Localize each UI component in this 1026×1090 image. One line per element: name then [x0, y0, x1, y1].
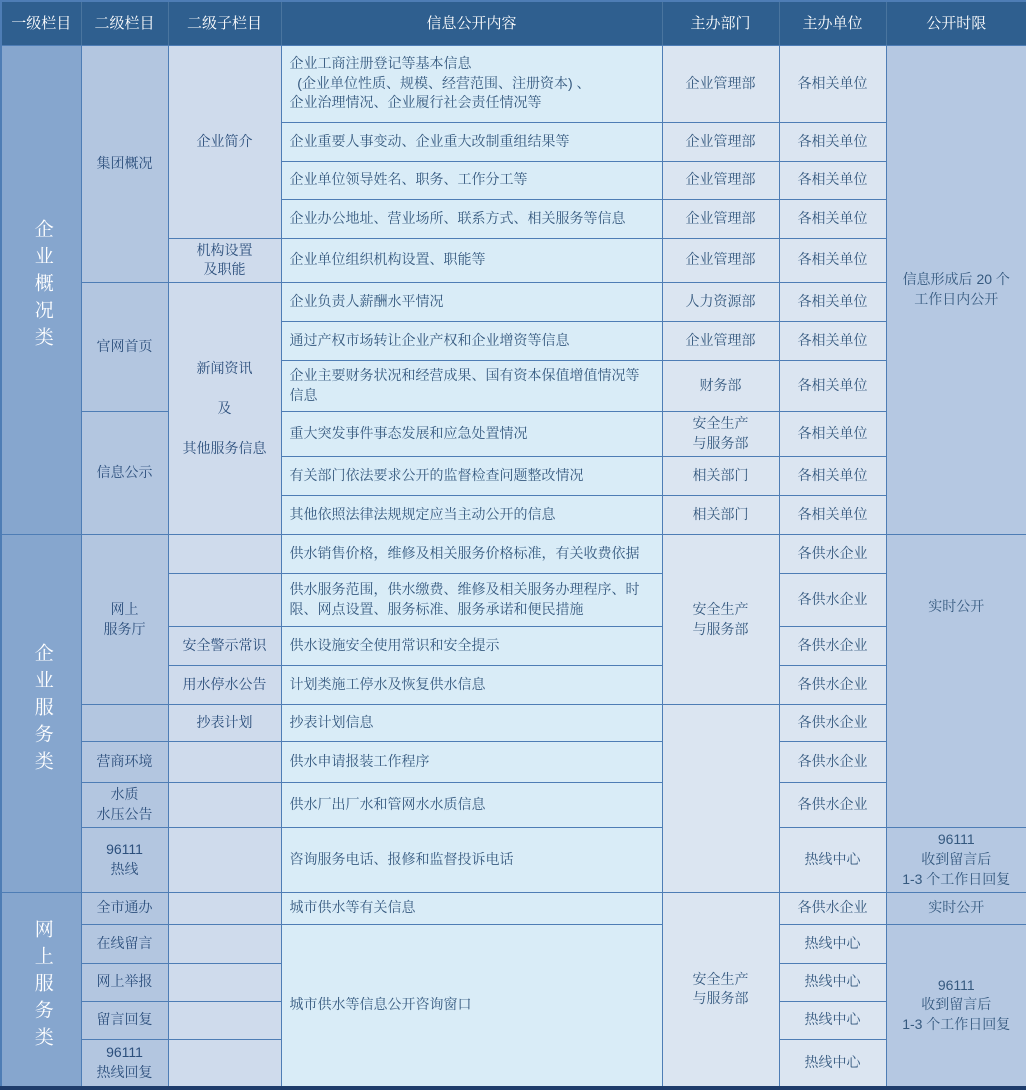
level3-cell: 抄表计划 [168, 705, 281, 742]
content-cell: 企业主要财务状况和经营成果、国有资本保值增值情况等 信息 [281, 361, 662, 412]
level3-cell [168, 963, 281, 1001]
level2-cell: 96111 热线回复 [81, 1039, 168, 1088]
unit-cell: 热线中心 [779, 963, 886, 1001]
content-cell: 供水申请报装工作程序 [281, 742, 662, 783]
level2-cell: 在线留言 [81, 924, 168, 963]
dept-cell: 安全生产 与服务部 [662, 412, 779, 457]
level3-cell [168, 742, 281, 783]
unit-cell: 各相关单位 [779, 122, 886, 161]
content-cell: 咨询服务电话、报修和监督投诉电话 [281, 828, 662, 893]
unit-cell: 各相关单位 [779, 45, 886, 122]
unit-cell: 各供水企业 [779, 892, 886, 924]
level2-cell: 96111 热线 [81, 828, 168, 893]
table-row [1, 705, 1026, 742]
unit-cell: 各供水企业 [779, 535, 886, 574]
unit-cell: 各相关单位 [779, 161, 886, 199]
content-cell: 通过产权市场转让企业产权和企业增资等信息 [281, 322, 662, 361]
unit-cell: 各供水企业 [779, 742, 886, 783]
level2-cell: 集团概况 [81, 45, 168, 283]
unit-cell: 热线中心 [779, 828, 886, 893]
content-cell: 抄表计划信息 [281, 705, 662, 742]
table-row [1, 828, 1026, 893]
content-cell: 企业单位组织机构设置、职能等 [281, 238, 662, 283]
level3-cell [168, 924, 281, 963]
unit-cell: 各相关单位 [779, 199, 886, 238]
level3-cell: 机构设置 及职能 [168, 238, 281, 283]
unit-cell: 各供水企业 [779, 627, 886, 666]
section-label: 网上服务类 [31, 918, 53, 1054]
deadline-cell: 实时公开 [886, 535, 1026, 828]
content-cell: 供水设施安全使用常识和安全提示 [281, 627, 662, 666]
section-label: 企业概况类 [31, 219, 53, 355]
dept-cell [662, 705, 779, 892]
content-cell: 企业单位领导姓名、职务、工作分工等 [281, 161, 662, 199]
content-cell: 城市供水等信息公开咨询窗口 [281, 924, 662, 1088]
level2-cell: 水质 水压公告 [81, 783, 168, 828]
level3-cell: 安全警示常识 [168, 627, 281, 666]
level2-cell [81, 705, 168, 742]
level2-cell: 营商环境 [81, 742, 168, 783]
deadline-cell: 96111 收到留言后 1-3 个工作日回复 [886, 924, 1026, 1088]
dept-cell: 安全生产 与服务部 [662, 892, 779, 1088]
level2-cell: 全市通办 [81, 892, 168, 924]
level2-cell: 留言回复 [81, 1001, 168, 1039]
level3-cell [168, 892, 281, 924]
section-label-cell [1, 45, 81, 535]
content-cell: 城市供水等有关信息 [281, 892, 662, 924]
unit-cell: 各相关单位 [779, 412, 886, 457]
level3-cell [168, 1001, 281, 1039]
header-row [1, 1, 1026, 45]
dept-cell: 企业管理部 [662, 161, 779, 199]
content-cell: 企业负责人薪酬水平情况 [281, 283, 662, 322]
level3-cell [168, 828, 281, 893]
unit-cell: 各相关单位 [779, 457, 886, 496]
content-cell: 企业工商注册登记等基本信息 (企业单位性质、规模、经营范围、注册资本) 、 企业治理情况、企业履行社会责任情况等 [281, 45, 662, 122]
table-row [1, 283, 1026, 322]
content-cell: 重大突发事件事态发展和应急处置情况 [281, 412, 662, 457]
header-level2: 二级栏目 [81, 1, 168, 45]
unit-cell: 各相关单位 [779, 496, 886, 535]
section-label-cell [1, 892, 81, 1088]
unit-cell: 各供水企业 [779, 666, 886, 705]
content-cell: 有关部门依法要求公开的监督检查问题整改情况 [281, 457, 662, 496]
unit-cell: 各供水企业 [779, 574, 886, 627]
table-row [1, 924, 1026, 963]
unit-cell: 热线中心 [779, 1001, 886, 1039]
table-row [1, 45, 1026, 122]
dept-cell: 相关部门 [662, 496, 779, 535]
dept-cell: 企业管理部 [662, 45, 779, 122]
header-content: 信息公开内容 [281, 1, 662, 45]
dept-cell: 财务部 [662, 361, 779, 412]
content-cell: 供水服务范围，供水缴费、维修及相关服务办理程序、时 限、网点设置、服务标准、服务承诺和便民措施 [281, 574, 662, 627]
level2-cell: 网上举报 [81, 963, 168, 1001]
header-unit: 主办单位 [779, 1, 886, 45]
dept-cell: 企业管理部 [662, 322, 779, 361]
level3-cell [168, 574, 281, 627]
dept-cell: 企业管理部 [662, 199, 779, 238]
content-cell: 企业办公地址、营业场所、联系方式、相关服务等信息 [281, 199, 662, 238]
unit-cell: 各相关单位 [779, 361, 886, 412]
unit-cell: 热线中心 [779, 924, 886, 963]
deadline-cell: 实时公开 [886, 892, 1026, 924]
level2-cell: 网上 服务厅 [81, 535, 168, 705]
header-level1: 一级栏目 [1, 1, 81, 45]
dept-cell: 安全生产 与服务部 [662, 535, 779, 705]
level3-cell [168, 1039, 281, 1088]
content-cell: 供水厂出厂水和管网水水质信息 [281, 783, 662, 828]
deadline-cell: 信息形成后 20 个 工作日内公开 [886, 45, 1026, 535]
dept-cell: 相关部门 [662, 457, 779, 496]
level3-cell: 企业简介 [168, 45, 281, 238]
content-cell: 企业重要人事变动、企业重大改制重组结果等 [281, 122, 662, 161]
unit-cell: 各供水企业 [779, 705, 886, 742]
level3-cell: 用水停水公告 [168, 666, 281, 705]
level3-cell: 新闻资讯 及 其他服务信息 [168, 283, 281, 535]
content-cell: 计划类施工停水及恢复供水信息 [281, 666, 662, 705]
dept-cell: 人力资源部 [662, 283, 779, 322]
table-row [1, 742, 1026, 783]
dept-cell: 企业管理部 [662, 122, 779, 161]
level2-cell: 信息公示 [81, 412, 168, 535]
dept-cell: 企业管理部 [662, 238, 779, 283]
section-label-cell [1, 535, 81, 892]
table-row [1, 783, 1026, 828]
unit-cell: 各供水企业 [779, 783, 886, 828]
level2-cell: 官网首页 [81, 283, 168, 412]
unit-cell: 热线中心 [779, 1039, 886, 1088]
header-level3: 二级子栏目 [168, 1, 281, 45]
section-label: 企业服务类 [31, 643, 53, 778]
header-dept: 主办部门 [662, 1, 779, 45]
unit-cell: 各相关单位 [779, 322, 886, 361]
level3-cell [168, 783, 281, 828]
unit-cell: 各相关单位 [779, 238, 886, 283]
table-row [1, 412, 1026, 457]
content-cell: 供水销售价格，维修及相关服务价格标准，有关收费依据 [281, 535, 662, 574]
table-row [1, 892, 1026, 924]
deadline-cell: 96111 收到留言后 1-3 个工作日回复 [886, 828, 1026, 893]
table-row [1, 535, 1026, 574]
content-cell: 其他依照法律法规规定应当主动公开的信息 [281, 496, 662, 535]
level3-cell [168, 535, 281, 574]
header-deadline: 公开时限 [886, 1, 1026, 45]
unit-cell: 各相关单位 [779, 283, 886, 322]
